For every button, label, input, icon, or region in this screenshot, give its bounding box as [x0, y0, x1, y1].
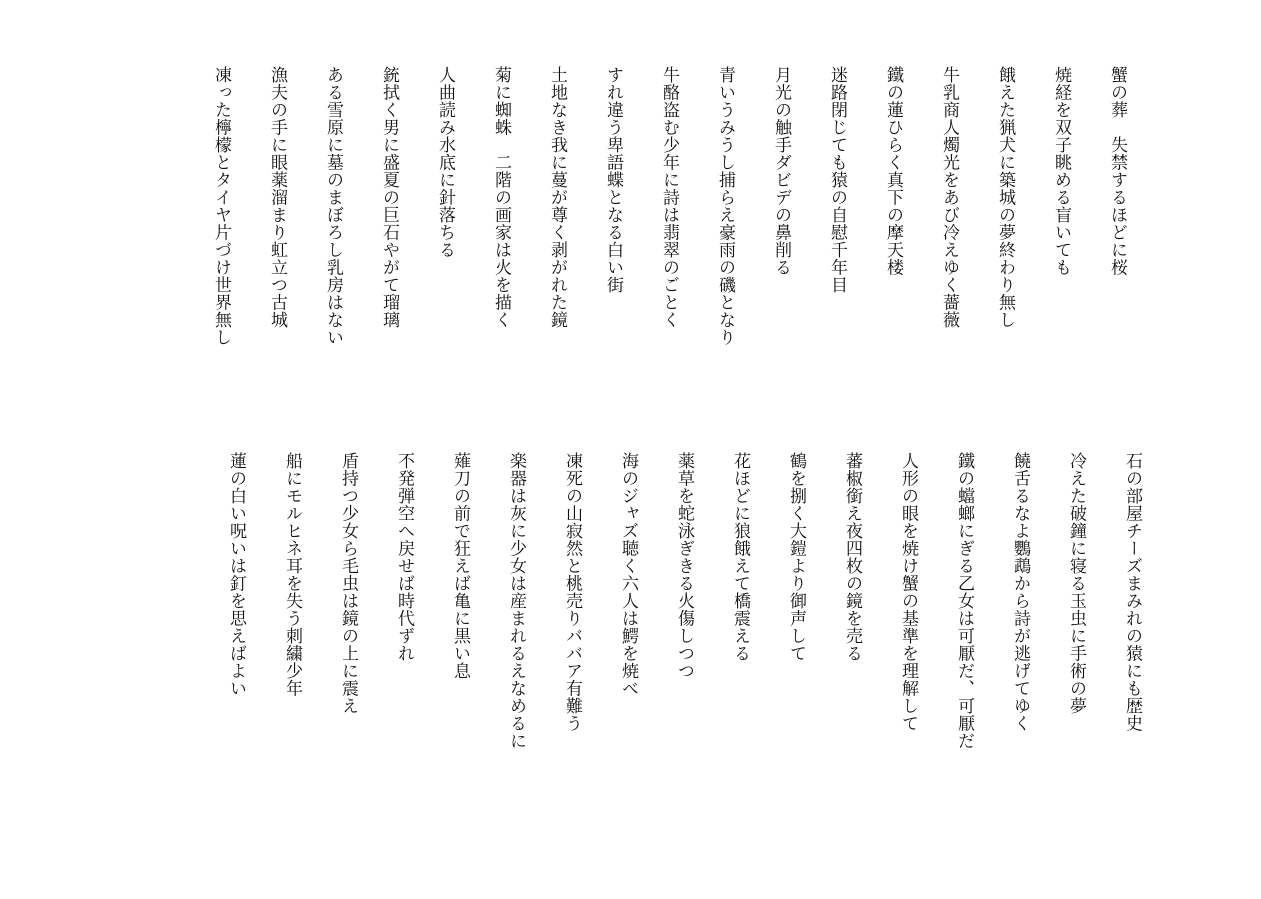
verse-line: 蓮の白い呪いは釘を思えばよい — [226, 452, 246, 697]
verse-line: 楽器は灰に少女は産まれるえなめるに — [506, 452, 526, 750]
verse-line: 凍った檸檬とタイヤ片づけ世界無し — [211, 66, 231, 346]
verse-line: 海のジャズ聴く六人は鰐を焼べ — [618, 452, 638, 697]
bottom-verse-block — [225, 452, 1143, 782]
verse-line: ある雪原に墓のまぼろし乳房はない — [323, 66, 343, 346]
verse-line: 迷路閉じても猿の自慰千年目 — [827, 66, 847, 294]
verse-line: 不発弾空へ戻せば時代ずれ — [394, 452, 414, 662]
verse-line: 蟹の葬 失禁するほどに桜 — [1107, 66, 1127, 276]
verse-line: すれ違う卑語蝶となる白い街 — [603, 66, 623, 294]
verse-line: 菊に蜘蛛 二階の画家は火を描く — [491, 66, 511, 329]
verse-line: 花ほどに狼餓えて橋震える — [730, 452, 750, 662]
verse-line: 鐵の蓮ひらく真下の摩天楼 — [883, 66, 903, 276]
verse-line: 人曲読み水底に針落ちる — [435, 66, 455, 259]
verse-line: 鐵の蟷螂にぎる乙女は可厭だ、可厭だ — [954, 452, 974, 750]
verse-line: 餓えた猟犬に築城の夢終わり無し — [995, 66, 1015, 329]
verse-line: 牛乳商人燭光をあび冷えゆく薔薇 — [939, 66, 959, 329]
verse-line: 土地なき我に蔓が尊く剥がれた鏡 — [547, 66, 567, 329]
top-verse-block — [210, 66, 1128, 396]
verse-line: 青いうみうし捕らえ豪雨の磯となり — [715, 66, 735, 346]
verse-line: 饒舌るなよ鸚鵡から詩が逃げてゆく — [1010, 452, 1030, 732]
verse-line: 薙刀の前で狂えば亀に黒い息 — [450, 452, 470, 680]
verse-line: 人形の眼を焼け蟹の基準を理解して — [898, 452, 918, 732]
verse-line: 蕃椒銜え夜四枚の鏡を売る — [842, 452, 862, 662]
verse-line: 凍死の山寂然と桃売りババア有難う — [562, 452, 582, 732]
verse-line: 薬草を蛇泳ぎきる火傷しつつ — [674, 452, 694, 680]
verse-line: 盾持つ少女ら毛虫は鏡の上に震え — [338, 452, 358, 715]
verse-line: 石の部屋チーズまみれの猿にも歴史 — [1122, 452, 1142, 732]
verse-line: 漁夫の手に眼薬溜まり虹立つ古城 — [267, 66, 287, 329]
verse-line: 冷えた破鐘に寝る玉虫に手術の夢 — [1066, 452, 1086, 715]
verse-line: 鶴を捌く大鎧より御声して — [786, 452, 806, 662]
verse-line: 焼経を双子眺める盲いても — [1051, 66, 1071, 276]
verse-line: 牛酪盗む少年に詩は翡翠のごとく — [659, 66, 679, 329]
verse-line: 月光の触手ダビデの鼻削る — [771, 66, 791, 276]
verse-line: 船にモルヒネ耳を失う刺繍少年 — [282, 452, 302, 697]
verse-line: 銃拭く男に盛夏の巨石やがて瑠璃 — [379, 66, 399, 329]
